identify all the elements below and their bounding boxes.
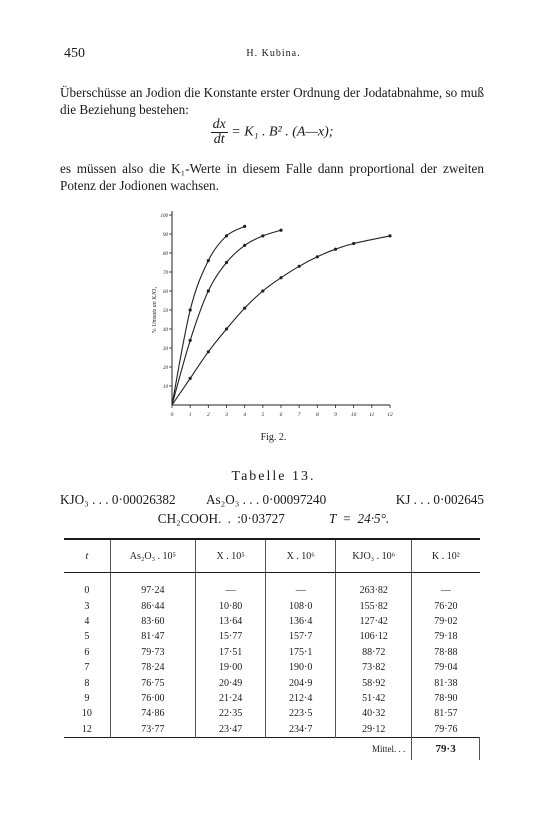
cell-k: 81·38 — [412, 675, 480, 690]
header-kjo3: KJO₃ . 10⁶ — [336, 539, 412, 573]
header-x-1e5: X . 10⁵ — [196, 539, 266, 573]
mean-row-blank — [64, 737, 110, 760]
cell-t: 4 — [84, 615, 90, 627]
cell-x-1e5: 23·47 — [196, 722, 266, 738]
x-tick-label: 0 — [170, 412, 174, 418]
cell-t: 7 — [84, 662, 90, 674]
cell-x-1e5: 15·77 — [196, 629, 266, 644]
cell-x-1e6: 157·7 — [266, 629, 336, 644]
table-row — [64, 614, 480, 629]
cell-as2o3: 73·77 — [110, 722, 195, 738]
table-header-row — [64, 539, 480, 573]
cell-x-1e5: — — [196, 573, 266, 599]
series-3-point — [334, 248, 337, 251]
table-row — [64, 660, 480, 675]
table-title: Tabelle 13. — [231, 469, 316, 484]
cell-x-1e6: 204·9 — [266, 675, 336, 690]
condition-temperature: T = 24·5°. — [328, 511, 390, 526]
cell-t: 10 — [81, 708, 92, 720]
cell-k: 78·88 — [412, 645, 480, 660]
mean-row-blank — [196, 737, 266, 760]
figure-caption: Fig. 2. — [260, 432, 287, 443]
mean-row-blank — [110, 737, 195, 760]
cell-kjo3: 106·12 — [336, 629, 412, 644]
cell-kjo3: 40·32 — [336, 706, 412, 721]
cell-kjo3: 263·82 — [336, 573, 412, 599]
table-body — [64, 573, 480, 760]
cell-kjo3: 29·12 — [336, 722, 412, 738]
table-row — [64, 706, 480, 721]
x-tick-label: 3 — [225, 412, 228, 418]
x-tick-label: 1 — [188, 412, 192, 418]
mean-row — [64, 737, 480, 760]
cell-x-1e5: 13·64 — [196, 614, 266, 629]
y-tick-label: 10 — [163, 385, 168, 390]
cell-as2o3: 74·86 — [110, 706, 195, 721]
x-tick-label: 10 — [350, 412, 357, 418]
cell-x-1e6: 212·4 — [266, 691, 336, 706]
x-tick-label: 9 — [334, 412, 337, 418]
x-tick-label: 8 — [315, 412, 319, 418]
cell-as2o3: 78·24 — [110, 660, 195, 675]
cell-kjo3: 51·42 — [336, 691, 412, 706]
cell-k: 79·76 — [412, 722, 480, 738]
cell-t: 5 — [84, 631, 90, 643]
cell-as2o3: 76·00 — [110, 691, 195, 706]
condition-as2o3: As₂O₃ . . . 0·00097240 — [206, 492, 327, 507]
cell-t: 12 — [81, 723, 92, 735]
table-row — [64, 573, 480, 599]
cell-x-1e6: 223·5 — [266, 706, 336, 721]
numerator: dx — [212, 117, 226, 132]
cell-x-1e5: 21·24 — [196, 691, 266, 706]
cell-t: 8 — [84, 677, 90, 689]
mean-label: Mittel. . . — [266, 737, 412, 760]
y-tick-label: 40 — [163, 328, 168, 333]
cell-kjo3: 58·92 — [336, 675, 412, 690]
header-t: t — [64, 539, 110, 573]
cell-kjo3: 73·82 — [336, 660, 412, 675]
rate-equation — [60, 118, 484, 147]
series-1-point — [243, 225, 246, 228]
y-tick-label: 60 — [163, 290, 168, 295]
cell-x-1e5: 10·80 — [196, 598, 266, 613]
y-tick-label: 50 — [163, 309, 168, 314]
cell-k: 79·04 — [412, 660, 480, 675]
equation-rhs: = K₁ . B² . (A—x); — [231, 124, 334, 140]
x-tick-label: 11 — [369, 412, 375, 418]
cell-x-1e6: 108·0 — [266, 598, 336, 613]
fraction — [211, 118, 228, 147]
table-row — [64, 722, 480, 738]
cell-k: 79·18 — [412, 629, 480, 644]
conditions-line-2 — [0, 511, 547, 527]
cell-as2o3: 76·75 — [110, 675, 195, 690]
y-tick-label: 80 — [163, 252, 168, 257]
cell-as2o3: 81·47 — [110, 629, 195, 644]
cell-k: — — [412, 573, 480, 599]
cell-kjo3: 88·72 — [336, 645, 412, 660]
x-tick-label: 2 — [206, 412, 210, 418]
y-tick-label: 100 — [160, 214, 168, 219]
table-row — [64, 691, 480, 706]
header-k: K . 10² — [412, 539, 480, 573]
series-1-line — [172, 226, 245, 405]
y-tick-label: 90 — [163, 233, 168, 238]
y-axis-label: % Umsatz an KJO₃ — [152, 286, 158, 334]
x-tick-label: 4 — [243, 412, 247, 418]
y-tick-label: 30 — [163, 347, 168, 352]
cell-x-1e6: 175·1 — [266, 645, 336, 660]
series-3-point — [316, 255, 319, 258]
x-tick-label: 6 — [279, 412, 283, 418]
cell-t: 3 — [84, 600, 90, 612]
cell-x-1e6: 136·4 — [266, 614, 336, 629]
series-3-point — [207, 350, 210, 353]
series-3-point — [388, 234, 391, 237]
header-as2o3: As₂O₃ . 10⁵ — [110, 539, 195, 573]
series-3-point — [298, 265, 301, 268]
series-2-point — [207, 289, 210, 292]
running-head: H. Kubina. — [246, 48, 301, 59]
cell-x-1e5: 22·35 — [196, 706, 266, 721]
cell-t: 0 — [84, 585, 90, 597]
cell-x-1e5: 19·00 — [196, 660, 266, 675]
cell-as2o3: 97·24 — [110, 573, 195, 599]
series-2-point — [243, 244, 246, 247]
cell-kjo3: 155·82 — [336, 598, 412, 613]
series-3-point — [189, 377, 192, 380]
table-row — [64, 598, 480, 613]
series-3-point — [261, 289, 264, 292]
cell-x-1e5: 20·49 — [196, 675, 266, 690]
table-row — [64, 645, 480, 660]
series-2-point — [225, 261, 228, 264]
table-row — [64, 629, 480, 644]
series-3-point — [243, 307, 246, 310]
cell-t: 6 — [84, 646, 90, 658]
series-1-point — [225, 234, 228, 237]
cell-x-1e6: 234·7 — [266, 722, 336, 738]
series-1-point — [207, 259, 210, 262]
cell-as2o3: 83·60 — [110, 614, 195, 629]
x-tick-label: 7 — [297, 412, 301, 418]
header-x-1e6: X . 10⁶ — [266, 539, 336, 573]
mean-value: 79·3 — [412, 737, 480, 760]
cell-x-1e6: — — [266, 573, 336, 599]
paragraph-2: es müssen also die K₁-Werte in diesem Falle dann proportional der zweiten Potenz der Jodionen wachsen. — [60, 161, 484, 193]
cell-x-1e6: 190·0 — [266, 660, 336, 675]
series-2-point — [279, 229, 282, 232]
cell-k: 78·90 — [412, 691, 480, 706]
series-3-point — [279, 276, 282, 279]
table-row — [64, 675, 480, 690]
cell-kjo3: 127·42 — [336, 614, 412, 629]
paragraph-1: Überschüsse an Jodion die Konstante erster Ordnung der Jodatabnahme, so muß die Beziehung bestehen: — [60, 85, 484, 117]
cell-t: 9 — [84, 692, 90, 704]
series-3-point — [352, 242, 355, 245]
cell-k: 76·20 — [412, 598, 480, 613]
condition-kjo3: KJO₃ . . . 0·00026382 — [60, 492, 176, 507]
series-2-point — [261, 234, 264, 237]
cell-as2o3: 86·44 — [110, 598, 195, 613]
cell-as2o3: 79·73 — [110, 645, 195, 660]
y-tick-label: 20 — [163, 366, 168, 371]
cell-k: 81·57 — [412, 706, 480, 721]
x-tick-label: 5 — [261, 412, 265, 418]
conversion-chart — [150, 205, 410, 427]
cell-x-1e5: 17·51 — [196, 645, 266, 660]
cell-k: 79·02 — [412, 614, 480, 629]
page-number: 450 — [64, 46, 85, 61]
y-tick-label: 70 — [163, 271, 168, 276]
series-1-point — [189, 308, 192, 311]
condition-ch2cooh: CH₂COOH. . :0·03727 — [157, 511, 285, 526]
series-2-point — [189, 339, 192, 342]
condition-kj: KJ . . . 0·002645 — [395, 492, 484, 507]
denominator: dt — [213, 132, 225, 147]
data-table — [64, 538, 480, 760]
x-tick-label: 12 — [387, 412, 393, 418]
series-3-point — [225, 327, 228, 330]
series-3-line — [172, 236, 390, 405]
